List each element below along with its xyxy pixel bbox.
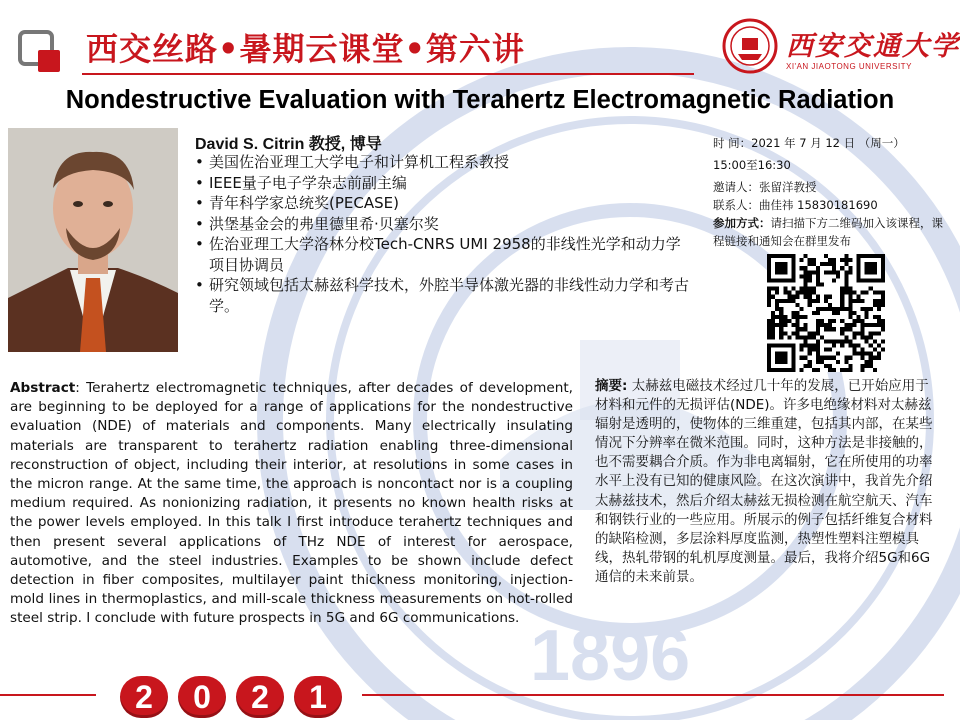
series-title: 西交丝路•暑期云课堂•第六讲 (86, 30, 525, 68)
time-label: 时 间： (713, 136, 752, 150)
year-digit: 2 (120, 676, 168, 718)
abstract-english (10, 379, 573, 629)
abstract-cn-label: 摘要: (595, 378, 628, 394)
time-value: 2021 年 7 月 12 日 （周一） (751, 136, 905, 150)
university-name-cn: 西安交通大学 (786, 31, 960, 62)
abstract-chinese (595, 377, 935, 587)
speaker-portrait (8, 128, 178, 352)
year-digit: 0 (178, 676, 226, 718)
event-inviter: 邀请人：张留洋教授 (713, 180, 817, 194)
header-divider (82, 73, 694, 75)
abstract-en-label: Abstract (10, 380, 76, 396)
bio-item: • 佐治亚理工大学洛林分校Tech-CNRS UMI 2958的非线性光学和动力学项目协调员 (195, 234, 695, 275)
watermark-year: 1896 (530, 616, 691, 696)
header-square-icon (18, 30, 62, 74)
event-time (713, 134, 948, 152)
speaker-name: David S. Citrin 教授, 博导 (195, 136, 382, 153)
event-contact: 联系人：曲佳祎 15830181690 (713, 198, 878, 212)
bio-item: • IEEE量子电子学杂志前副主编 (195, 173, 695, 194)
university-name-en: XI'AN JIAOTONG UNIVERSITY (786, 62, 912, 71)
join-method-text: 请扫描下方二维码加入该课程，课程链接和通知会在群里发布 (713, 216, 943, 248)
event-join-method (713, 214, 948, 250)
bio-item: • 研究领域包括太赫兹科学技术，外腔半导体激光器的非线性动力学和考古学。 (195, 275, 695, 316)
abstract-en-text: : Terahertz electromagnetic techniques, after decades of development, are beginning to be deployed for a range of applications for the nondestructive evaluation (NDE) of materials and components. Many electrically insulating materials are transparent to terahertz radiation enabling three-dimensional reconstruction of object, including their interior, at resolutions in some cases in the micron range. At the same time, the approach is noncontact nor is a coupling medium required. As nonionizing radiation, it presents no known health risks at the power levels employed. In this talk I first introduce terahertz techniques and then present several applications of THz NDE of interest for aerospace, automotive, and the steel industries. Examples to be shown include defect detection in fiber composites, multilayer paint thickness monitoring, injection-mold lines in thermoplastics, and mill-scale thickness measurements on hot-rolled steel strip. I conclude with future prospects in 5G and 6G communications. (10, 380, 573, 627)
event-info (713, 134, 948, 250)
qr-code[interactable] (766, 254, 886, 372)
event-hours: 15:00至16:30 (713, 158, 791, 172)
university-logo (722, 14, 960, 76)
bio-item: • 洪堡基金会的弗里德里希·贝塞尔奖 (195, 214, 695, 235)
bio-item: • 青年科学家总统奖(PECASE) (195, 193, 695, 214)
join-method-label: 参加方式： (713, 216, 771, 230)
university-seal-icon (722, 18, 778, 74)
speaker-bio-list (195, 152, 695, 316)
year-digit: 1 (294, 676, 342, 718)
year-digit: 2 (236, 676, 284, 718)
abstract-cn-text: 太赫兹电磁技术经过几十年的发展，已开始应用于材料和元件的无损评估(NDE)。许多电绝缘材料对太赫兹辐射是透明的，使物体的三维重建，包括其内部，在某些情况下分辨率在微米范围。同时，这种方法是非接触的，也不需要耦合介质。作为非电离辐射，它在所使用的功率水平上没有已知的健康风险。在这次演讲中，我首先介绍太赫兹技术，然后介绍太赫兹无损检测在航空航天、汽车和钢铁行业的一些应用。所展示的例子包括纤维复合材料的缺陷检测，多层涂料厚度监测，热塑性塑料注塑模具线，热轧带钢的轧机厚度测量。最后，我将介绍5G和6G通信的未来前景。 (595, 378, 933, 585)
footer-line-left (0, 694, 96, 696)
lecture-title: Nondestructive Evaluation with Terahertz Electromagnetic Radiation (65, 86, 895, 114)
bio-item: • 美国佐治亚理工大学电子和计算机工程系教授 (195, 152, 695, 173)
footer-line-right (362, 694, 944, 696)
